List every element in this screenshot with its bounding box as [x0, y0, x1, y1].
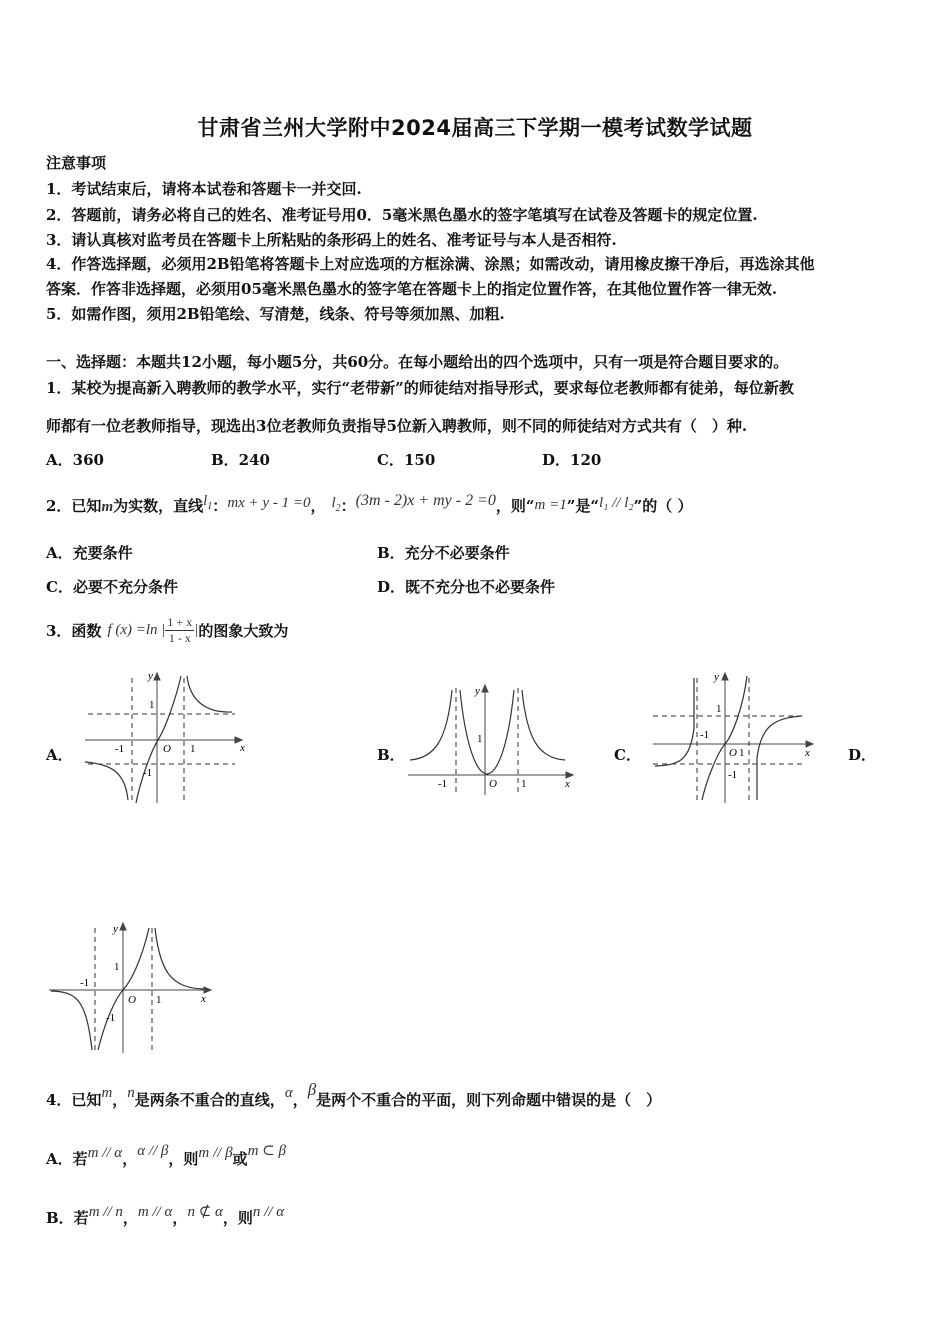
q4-comma2: ， — [292, 1091, 308, 1109]
q4-b-label: B．若 — [46, 1209, 89, 1227]
graph-c-y-neg-one: -1 — [728, 769, 738, 781]
q4-a-c4: m ⊂ β — [247, 1143, 286, 1159]
q2-l1: $l_1$ — [203, 493, 213, 512]
q4-prefix: 4．已知 — [46, 1091, 102, 1109]
q3-fraction: $\frac{1 + x}{1 - x}$ — [167, 614, 193, 645]
graph-d[interactable] — [46, 918, 218, 1058]
notice-item: 2．答题前，请务必将自己的姓名、准考证号用0．5毫米黑色墨水的签字笔填写在试卷及答题卡的规定位置. — [46, 206, 758, 224]
graph-d-x-label: x — [201, 993, 206, 1005]
q4-a-c2: α // β — [137, 1143, 169, 1159]
q4-a-c3: m // β — [198, 1145, 233, 1161]
q2-option-c[interactable]: C．必要不充分条件 — [46, 578, 178, 596]
graph-c-origin: O — [729, 747, 737, 759]
graph-b-x-label: x — [565, 778, 570, 790]
q4-b-c2: m // α — [137, 1204, 173, 1220]
q4-m: m — [101, 1085, 113, 1101]
graph-c-y-label: y — [714, 671, 719, 683]
q2-parallel: l₁ // l₂ — [599, 495, 634, 511]
graph-a-y-neg-one: -1 — [143, 767, 153, 779]
q1-option-a[interactable]: A．360 — [46, 451, 104, 469]
graph-a-origin: O — [163, 743, 171, 755]
graph-a[interactable] — [80, 668, 250, 808]
notice-item: 答案．作答非选择题，必须用05毫米黑色墨水的签字笔在答题卡上的指定位置作答，在其他位置作答一律无效. — [46, 280, 778, 298]
graph-c-x-one: 1 — [739, 747, 745, 759]
graph-d-y-neg-one: -1 — [106, 1012, 116, 1024]
q2-mid1: 为实数，直线 — [113, 497, 204, 515]
q3-option-a-label[interactable]: A． — [46, 746, 73, 764]
q4-b-c3: n ⊄ α — [187, 1204, 223, 1220]
q2-option-a[interactable]: A．充要条件 — [46, 544, 133, 562]
q1-option-d[interactable]: D．120 — [542, 451, 602, 469]
graph-a-x-label: x — [240, 742, 245, 754]
q2-stem — [46, 492, 693, 518]
q2-eq2: (3m - 2)x + my - 2 =0 — [355, 492, 496, 509]
notice-item: 5．如需作图，须用2B铅笔绘、写清楚，线条、符号等须加黑、加粗. — [46, 305, 505, 323]
notice-item: 4．作答选择题，必须用2B铅笔将答题卡上对应选项的方框涂满、涂黑；如需改动，请用橡皮擦干净后，再选涂其他 — [46, 255, 815, 273]
q3-func-lhs: f (x) =ln | — [107, 621, 166, 638]
graph-b-x-neg-one: -1 — [438, 778, 448, 790]
q4-b-c4: n // α — [252, 1204, 285, 1220]
q3-option-b-label[interactable]: B． — [377, 746, 405, 764]
notice-item: 3．请认真核对监考员在答题卡上所粘贴的条形码上的姓名、准考证号与本人是否相符. — [46, 231, 617, 249]
graph-c-y-one: 1 — [716, 703, 722, 715]
q2-cond: m =1 — [534, 497, 567, 513]
q4-stem — [46, 1080, 662, 1110]
q1-option-c[interactable]: C．150 — [377, 451, 436, 469]
q4-a-then: ，则 — [168, 1150, 199, 1168]
q4-beta: β — [307, 1080, 317, 1099]
q2-option-b[interactable]: B．充分不必要条件 — [377, 544, 510, 562]
q4-b-c1: m // n — [88, 1204, 123, 1220]
graph-c-x-label: x — [805, 747, 810, 759]
q4-n: n — [127, 1085, 135, 1101]
graph-d-y-label: y — [113, 923, 118, 935]
q4-mid2: 是两个不重合的平面，则下列命题中错误的是（ ） — [316, 1091, 662, 1109]
q4-a-or: 或 — [232, 1150, 248, 1168]
q4-b-comma2: ， — [172, 1209, 188, 1227]
q2-prefix: 2．已知 — [46, 497, 102, 515]
q3-func-rhs: | — [194, 621, 199, 638]
graph-c[interactable] — [650, 668, 820, 806]
q2-option-d[interactable]: D．既不充分也不必要条件 — [377, 578, 556, 596]
graph-b-y-one: 1 — [477, 733, 483, 745]
q3-stem — [46, 610, 288, 650]
q2-colon1: ： — [212, 497, 228, 515]
q4-b-comma1: ， — [122, 1209, 138, 1227]
graph-d-x-neg-one: -1 — [80, 977, 90, 989]
graph-c-x-neg-one: -1 — [700, 729, 710, 741]
section-heading: 一、选择题：本题共12小题，每小题5分，共60分。在每小题给出的四个选项中，只有一项是符合题目要求的。 — [46, 353, 789, 371]
graph-d-x-one: 1 — [156, 994, 162, 1006]
q1-line1: 1．某校为提高新入聘教师的教学水平，实行“老带新”的师徒结对指导形式，要求每位老教师都有徒弟，每位新教 — [46, 379, 794, 397]
graph-b[interactable] — [405, 680, 580, 800]
q4-option-a[interactable] — [46, 1143, 286, 1169]
graph-a-x-neg-one: -1 — [115, 743, 125, 755]
graph-d-y-one: 1 — [114, 961, 120, 973]
q2-colon2: ： — [340, 497, 356, 515]
q4-comma1: ， — [112, 1091, 128, 1109]
graph-a-x-one: 1 — [190, 743, 196, 755]
q4-a-comma: ， — [122, 1150, 138, 1168]
graph-b-x-one: 1 — [521, 778, 527, 790]
q4-option-b[interactable] — [46, 1204, 285, 1228]
notice-item: 1．考试结束后，请将本试卷和答题卡一并交回. — [46, 180, 362, 198]
q2-mid3: ”是“ — [566, 497, 599, 515]
q1-option-b[interactable]: B．240 — [211, 451, 270, 469]
q4-mid1: 是两条不重合的直线， — [134, 1091, 285, 1109]
graph-b-origin: O — [489, 778, 497, 790]
q2-m-var: m — [101, 499, 114, 515]
q4-b-then: ，则 — [222, 1209, 253, 1227]
graph-d-origin: O — [128, 994, 136, 1006]
graph-a-y-one: 1 — [149, 699, 155, 711]
q2-eq1: mx + y - 1 =0 — [227, 495, 311, 511]
q3-suffix: 的图象大致为 — [198, 621, 289, 640]
q2-comma1: ， — [310, 497, 326, 515]
q4-a-label: A．若 — [46, 1150, 88, 1168]
q3-option-d-label[interactable]: D． — [848, 746, 877, 764]
graph-a-y-label: y — [148, 670, 153, 682]
notice-heading: 注意事项 — [46, 154, 107, 172]
page-title: 甘肃省兰州大学附中2024届高三下学期一模考试数学试题 — [197, 116, 753, 140]
q3-prefix: 3．函数 — [46, 621, 102, 640]
q1-line2: 师都有一位老教师指导，现选出3位老教师负责指导5位新入聘教师，则不同的师徒结对方式共有（ ）种. — [46, 417, 748, 435]
q4-alpha: α — [284, 1085, 293, 1101]
q3-option-c-label[interactable]: C． — [614, 746, 641, 764]
q2-mid2: ，则“ — [495, 497, 535, 515]
graph-b-y-label: y — [475, 685, 480, 697]
q2-l2: $l_2$ — [331, 495, 341, 514]
q4-a-c1: m // α — [87, 1145, 123, 1161]
q2-suffix: ”的（ ） — [633, 497, 693, 515]
